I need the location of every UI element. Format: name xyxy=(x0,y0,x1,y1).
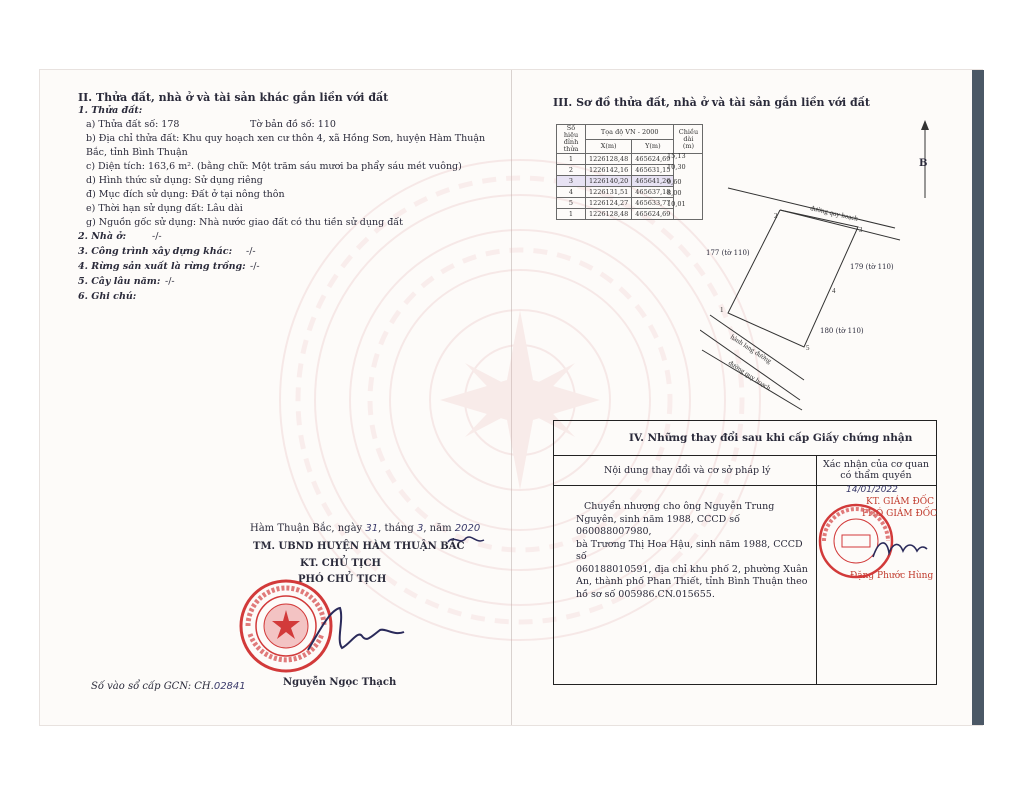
confirm-position-1: KT. GIÁM ĐỐC xyxy=(866,497,934,507)
distance-value: 8,00 xyxy=(667,189,682,197)
section-2-title: II. Thửa đất, nhà ở và tài sản khác gắn liền với đất xyxy=(78,91,389,104)
neighbor-bottom: 180 (tờ 110) xyxy=(820,327,864,335)
coord-x: 1226128,48 xyxy=(586,154,632,165)
date-day: 31 xyxy=(365,523,379,534)
date-prefix: Hàm Thuận Bắc, ngày xyxy=(250,523,363,534)
coord-x: 1226124,27 xyxy=(586,198,632,209)
change-line: hồ sơ số 005986.CN.015655. xyxy=(576,588,715,600)
parcel-heading: 1. Thửa đất: xyxy=(78,105,143,116)
coord-y: 465637,18 xyxy=(632,187,674,198)
coord-y: 465624,69 xyxy=(632,154,674,165)
coord-header-y: Y(m) xyxy=(632,139,674,154)
confirm-date: 14/01/2022 xyxy=(846,485,898,495)
house-value: -/- xyxy=(152,231,162,242)
parcel-address-1: b) Địa chỉ thửa đất: Khu quy hoạch xen cư thôn 4, xã Hồng Sơn, huyện Hàm Thuận xyxy=(86,133,486,144)
coord-no: 3 xyxy=(557,176,586,187)
vertex-label: 2 xyxy=(774,212,778,220)
use-term: e) Thời hạn sử dụng đất: Lâu dài xyxy=(86,203,243,214)
date-year: 2020 xyxy=(454,523,481,534)
section-3-title: III. Sơ đồ thửa đất, nhà ở và tài sản gắn liền với đất xyxy=(553,96,870,109)
coord-x: 1226142,16 xyxy=(586,165,632,176)
north-label: B xyxy=(919,158,928,169)
vertex-label: 3 xyxy=(859,226,863,234)
issuing-authority: TM. UBND HUYỆN HÀM THUẬN BẮC xyxy=(253,541,465,552)
construction-value: -/- xyxy=(246,246,256,257)
coord-header-system: Tọa độ VN - 2000 xyxy=(586,125,674,140)
coord-x: 1226131,51 xyxy=(586,187,632,198)
coord-no: 2 xyxy=(557,165,586,176)
forest-label: 4. Rừng sản xuất là rừng trồng: xyxy=(78,261,246,272)
district-signature xyxy=(300,600,410,660)
confirm-signer: Đặng Phước Hùng xyxy=(850,571,934,581)
parcel-plan xyxy=(700,180,910,415)
coord-y: 465631,15 xyxy=(632,165,674,176)
year-word: , năm xyxy=(423,523,452,534)
distance-value: 10,30 xyxy=(667,163,686,171)
change-line: Nguyên, sinh năm 1988, CCCD số 060088007980, xyxy=(576,513,740,537)
map-sheet: Tờ bản đồ số: 110 xyxy=(250,119,336,130)
section-4-title: IV. Những thay đổi sau khi cấp Giấy chứng nhận xyxy=(629,432,913,444)
neighbor-left: 177 (tờ 110) xyxy=(706,249,750,257)
month-word: , tháng xyxy=(378,523,414,534)
use-form: d) Hình thức sử dụng: Sử dụng riêng xyxy=(86,175,263,186)
coord-no: 1 xyxy=(557,209,586,220)
signer-position-1: KT. CHỦ TỊCH xyxy=(300,558,381,569)
confirm-position-2: PHÓ GIÁM ĐỐC xyxy=(862,509,937,519)
change-line: 060188010591, địa chỉ khu phố 2, phường Xuân xyxy=(576,563,808,575)
coord-y: 465624,69 xyxy=(632,209,674,220)
vertex-label: 4 xyxy=(832,287,836,295)
date-month: 3 xyxy=(416,523,424,534)
change-line: Chuyển nhượng cho ông Nguyễn Trung xyxy=(584,501,775,512)
coord-no: 1 xyxy=(557,154,586,165)
road-bottom-label: đường quy hoạch xyxy=(726,358,773,393)
distance-value: 10,01 xyxy=(667,200,686,208)
coord-y: 465641,26 xyxy=(632,176,674,187)
coord-no: 5 xyxy=(557,198,586,209)
house-label: 2. Nhà ở: xyxy=(78,231,127,242)
forest-value: -/- xyxy=(250,261,260,272)
registration-label: Số vào sổ cấp GCN: CH. xyxy=(91,681,214,692)
registration-number xyxy=(91,681,246,692)
confirm-signature xyxy=(869,533,929,563)
distance-value: 9,60 xyxy=(667,178,682,186)
column-content-header: Nội dung thay đổi và cơ sở pháp lý xyxy=(604,465,771,476)
cover-edge xyxy=(972,70,984,725)
parcel-number: a) Thửa đất số: 178 xyxy=(86,119,180,130)
perennial-label: 5. Cây lâu năm: xyxy=(78,276,161,287)
perennial-value: -/- xyxy=(165,276,175,287)
vertex-label: 1 xyxy=(720,306,724,314)
initial-mark xyxy=(446,532,486,548)
coord-header-distance: Chiều dài (m) xyxy=(674,125,703,154)
coord-x: 1226128,48 xyxy=(586,209,632,220)
change-line: An, thành phố Phan Thiết, tỉnh Bình Thuận theo xyxy=(576,576,808,587)
coord-no: 4 xyxy=(557,187,586,198)
construction-label: 3. Công trình xây dựng khác: xyxy=(78,246,233,257)
use-purpose: đ) Mục đích sử dụng: Đất ở tại nông thôn xyxy=(86,189,285,200)
parcel-area: c) Diện tích: 163,6 m². (bằng chữ: Một trăm sáu mươi ba phẩy sáu mét vuông) xyxy=(86,161,462,172)
coord-y: 465633,77 xyxy=(632,198,674,209)
use-origin: g) Nguồn gốc sử dụng: Nhà nước giao đất có thu tiền sử dụng đất xyxy=(86,217,403,228)
change-entry xyxy=(576,501,812,601)
coord-header-x: X(m) xyxy=(586,139,632,154)
signer-position-2: PHÓ CHỦ TỊCH xyxy=(298,574,387,585)
coord-x: 1226140,20 xyxy=(586,176,632,187)
change-line: bà Trương Thị Hoa Hậu, sinh năm 1988, CCCD số xyxy=(576,538,803,562)
note-label: 6. Ghi chú: xyxy=(78,291,137,302)
neighbor-right: 179 (tờ 110) xyxy=(850,263,894,271)
coord-header-no: Số hiệu đỉnh thửa xyxy=(557,125,586,154)
signer-name: Nguyễn Ngọc Thạch xyxy=(283,677,397,688)
column-confirm-header: Xác nhận của cơ quan có thẩm quyền xyxy=(823,459,929,481)
road-top-label: đường quy hoạch xyxy=(809,204,859,223)
vertex-label: 5 xyxy=(806,344,810,352)
parcel-address-2: Bắc, tỉnh Bình Thuận xyxy=(86,147,188,158)
changes-table xyxy=(553,420,937,685)
registration-value: 02841 xyxy=(213,681,246,692)
corridor-label: hành lang đường xyxy=(728,332,773,366)
distance-value: 15,13 xyxy=(667,152,686,160)
